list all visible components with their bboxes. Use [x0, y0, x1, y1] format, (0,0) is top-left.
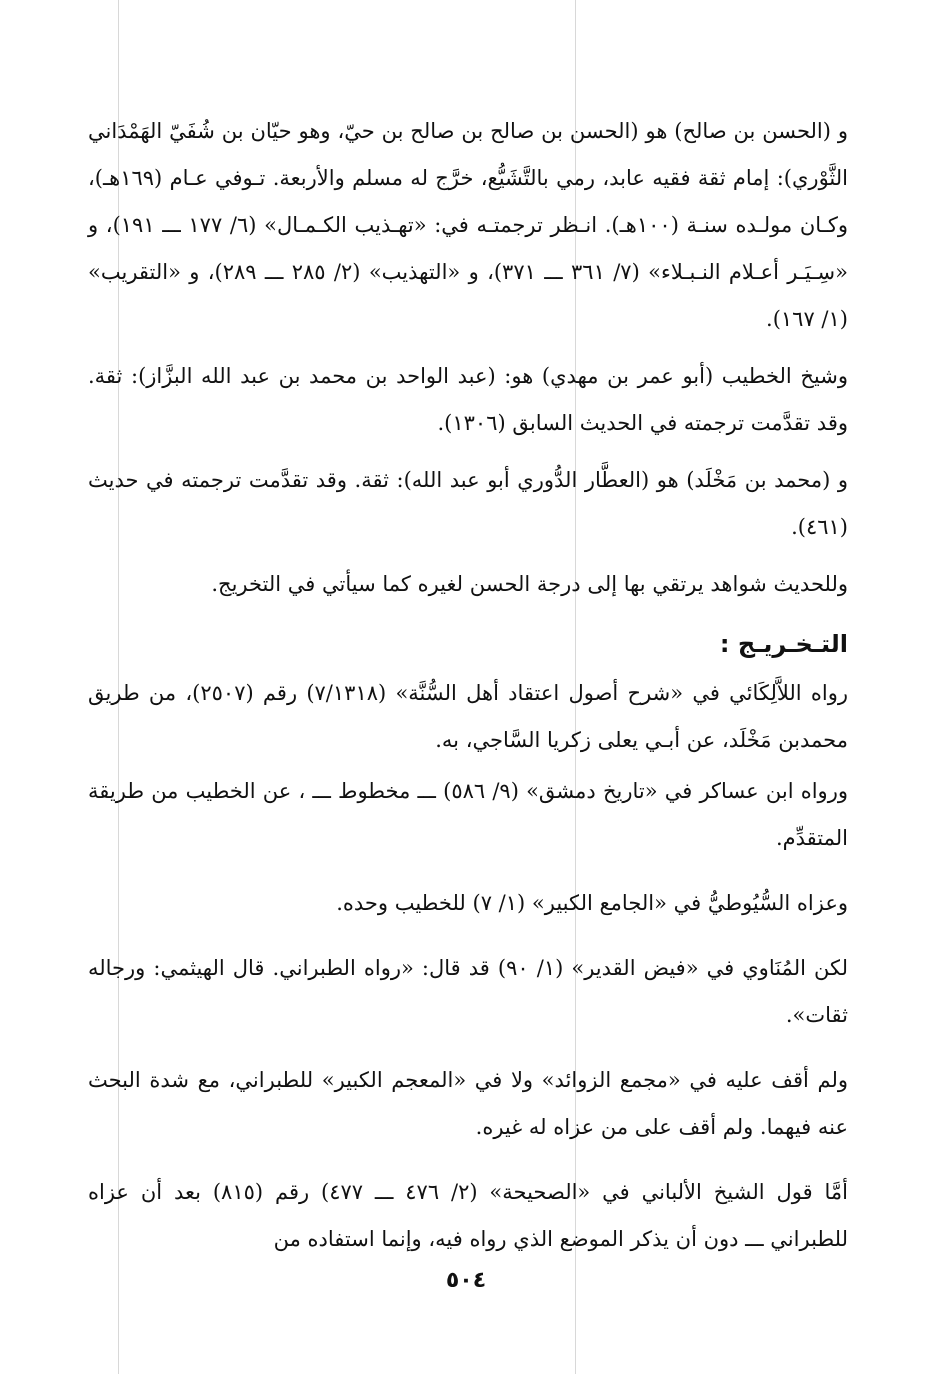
paragraph-lalikai: رواه اللاَّلِكَائي في «شرح أصول اعتقاد أهل السُّنَّة» (٧/١٣١٨) رقم (٢٥٠٧)، من طريق محمدبن مَخْلَد، عن أبـي يعلى زكريا السَّاجي، به.	[88, 681, 848, 752]
page-number: ٥٠٤	[445, 1268, 487, 1293]
paragraph-suyuti: وعزاه السُّيُوطيُّ في «الجامع الكبير» (١/ ٧) للخطيب وحده.	[336, 891, 848, 915]
paragraph-albani: أمَّا قول الشيخ الألباني في «الصحيحة» (٢/ ٤٧٦ ـــ ٤٧٧) رقم (٨١٥) بعد أن عزاه للطبراني ـــ دون أن يذكر الموضع الذي رواه فيه، وإنما استفاده من	[88, 1180, 848, 1251]
paragraph-narrator-muhammad: و (محمد بن مَخْلَد) هو (العطَّار الدُّوري أبو عبد الله): ثقة. وقد تقدَّمت ترجمته في حديث (٤٦١).	[88, 468, 848, 539]
paragraph-ibn-asakir: ورواه ابن عساكر في «تاريخ دمشق» (٩/ ٥٨٦) ـــ مخطوط ـــ ، عن الخطيب من طريقة المتقدِّم.	[88, 779, 848, 850]
page-body	[88, 108, 848, 1308]
section-heading-takhrij: التـخـريـج :	[719, 630, 848, 658]
paragraph-shawahid: وللحديث شواهد يرتقي بها إلى درجة الحسن لغيره كما سيأتي في التخريج.	[211, 572, 848, 596]
paragraph-narrator-hasan: و (الحسن بن صالح) هو (الحسن بن صالح بن صالح بن حيّ، وهو حيّان بن شُفَيّ الهَمْدَاني الثَّوْري): إمام ثقة فقيه عابد، رمي بالتَّشَيُّع، خرَّج له مسلم والأربعة. تـوفي عـام (١٦٩هـ)، وكـان مولـده سنـة (١٠٠هـ). انـظر ترجمتـه في: «تهـذيب الكـمـال» (٦/ ١٧٧ ـــ ١٩١)، و «سِـيَـر أعـلام النـبـلاء» (٧/ ٣٦١ ـــ ٣٧١)، و «التهذيب» (٢/ ٢٨٥ ـــ ٢٨٩)، و «التقريب» (١/ ١٦٧).	[88, 119, 848, 331]
paragraph-munawi: لكن المُنَاوي في «فيض القدير» (١/ ٩٠) قد قال: «رواه الطبراني. قال الهيثمي: ورجاله ثقات».	[88, 956, 848, 1027]
paragraph-narrator-abu-umar: وشيخ الخطيب (أبو عمر بن مهدي) هو: (عبد الواحد بن محمد بن عبد الله البزَّاز): ثقة. وقد تقدَّمت ترجمته في الحديث السابق (١٣٠٦).	[88, 364, 848, 435]
paragraph-not-found: ولم أقف عليه في «مجمع الزوائد» ولا في «المعجم الكبير» للطبراني، مع شدة البحث عنه فيهما. ولم أقف على من عزاه له غيره.	[88, 1068, 848, 1139]
